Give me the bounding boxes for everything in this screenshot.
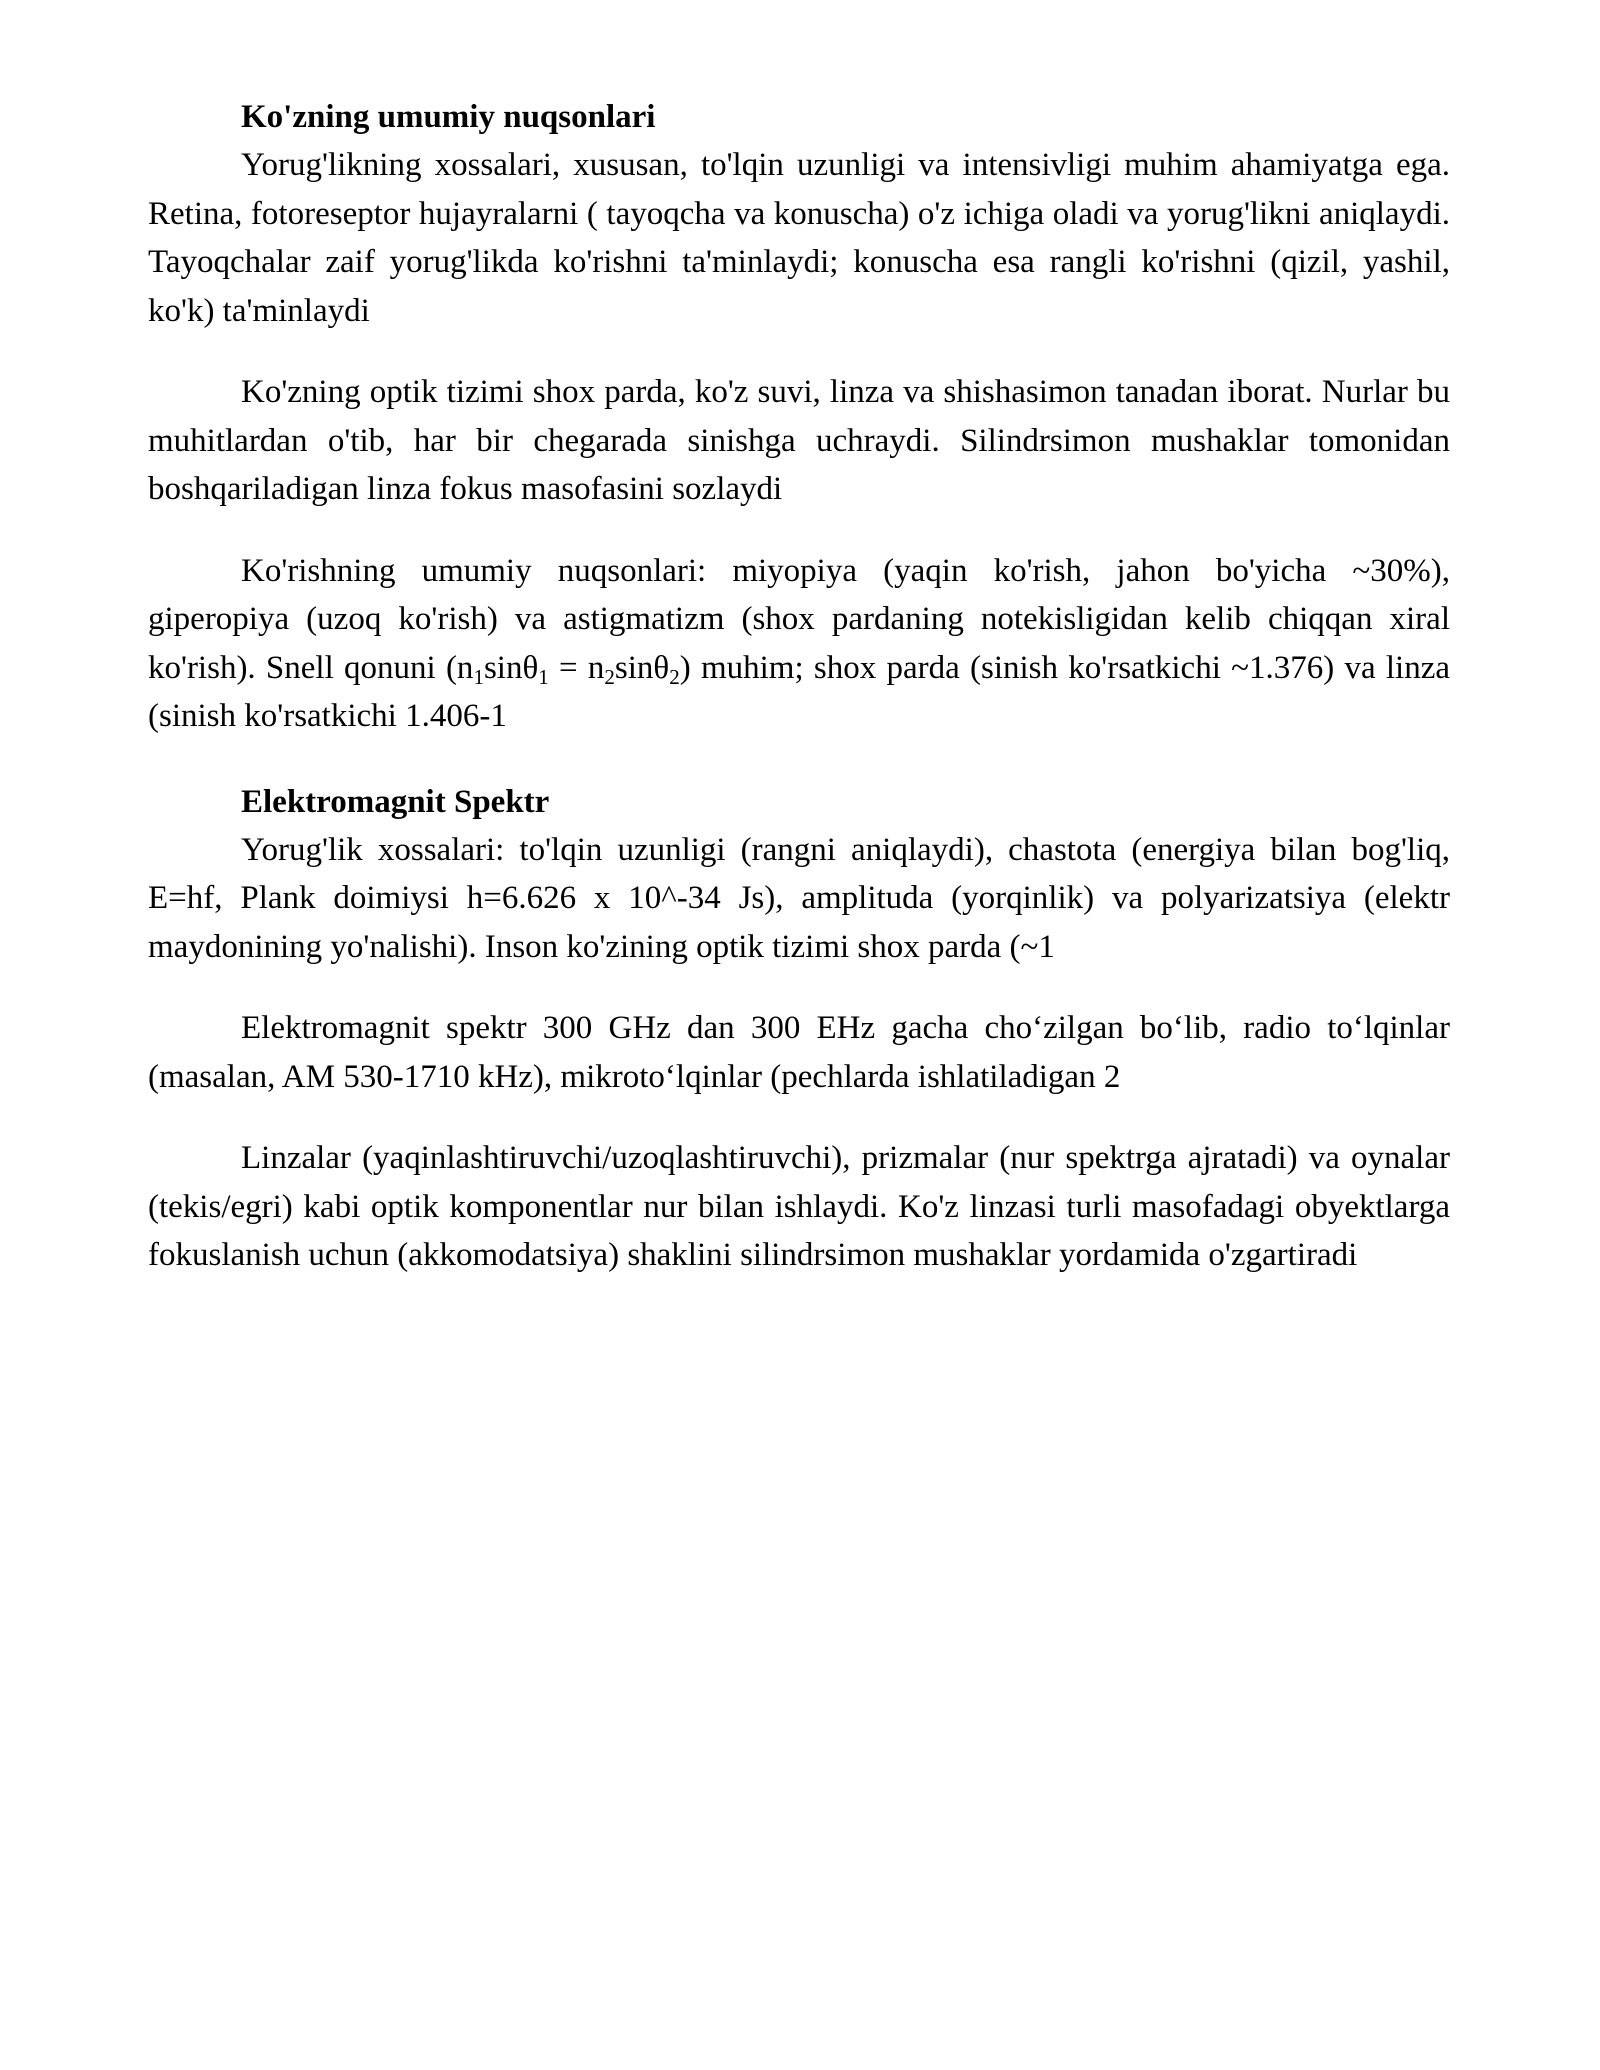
paragraph-optical-system: Ko'zning optik tizimi shox parda, ko'z suvi, linza va shishasimon tanadan iborat. Nurlar bu muhitlardan o'tib, har bir chegarada sinishga uchraydi. Silindrsimon mushaklar tomonidan boshqariladigan linza fokus masofasini sozlaydi — [148, 374, 1450, 507]
text-run: Ko'rishning umumiy nuqsonlari: miyopiya (yaqin ko'rish, jahon bo'yicha ~30%), giperopiya (uzoq ko'rish) va astigmatizm (shox pardaning notekisligidan kelib chiqqan xiral ko'rish). Snell qonuni (n — [148, 552, 1450, 686]
subscript: 2 — [604, 664, 615, 689]
section-heading-em-spectrum: Elektromagnit Spektr — [241, 783, 550, 820]
paragraph-vision-defects — [148, 547, 1450, 741]
paragraph-em-spectrum-range: Elektromagnit spektr 300 GHz dan 300 EHz gacha cho‘zilgan bo‘lib, radio to‘lqinlar (masalan, AM 530-1710 kHz), mikroto‘lqinlar (pechlarda ishlatiladigan 2 — [148, 1010, 1450, 1095]
section-heading-eye-defects: Ko'zning umumiy nuqsonlari — [241, 99, 656, 135]
text-run: ) muhim; shox parda (sinish ko'rsatkichi ~1.376) va linza (sinish ko'rsatkichi 1.406-1 — [148, 649, 1450, 734]
subscript: 1 — [473, 664, 484, 689]
subscript: 1 — [538, 664, 549, 689]
paragraph-optical-components: Linzalar (yaqinlashtiruvchi/uzoqlashtiruvchi), prizmalar (nur spektrga ajratadi) va oynalar (tekis/egri) kabi optik komponentlar nur bilan ishlaydi. Ko'z linzasi turli masofadagi obyektlarga fokuslanish uchun (akkomodatsiya) shaklini silindrsimon mushaklar yordamida o'zgartiradi — [148, 1140, 1450, 1273]
subscript: 2 — [669, 664, 680, 689]
text-run: sinθ — [614, 649, 670, 686]
document-page — [148, 93, 1450, 1280]
paragraph-light-properties-2: Yorug'lik xossalari: to'lqin uzunligi (rangni aniqlaydi), chastota (energiya bilan bog'liq, E=hf, Plank doimiysi h=6.626 x 10^-34 Js), amplituda (yorqinlik) va polyarizatsiya (elektr maydonining yo'nalishi). Inson ko'zining optik tizimi shox parda (~1 — [148, 831, 1450, 965]
paragraph-light-properties: Yorug'likning xossalari, xususan, to'lqin uzunligi va intensivligi muhim ahamiyatga ega. Retina, fotoreseptor hujayralarni ( tayoqcha va konuscha) o'z ichiga oladi va yorug'likni aniqlaydi. Tayoqchalar zaif yorug'likda ko'rishni ta'minlaydi; konuscha esa rangli ko'rishni (qizil, yashil, ko'k) ta'minlaydi — [148, 147, 1450, 329]
text-run: sinθ — [483, 649, 539, 686]
text-run: = n — [548, 649, 605, 686]
